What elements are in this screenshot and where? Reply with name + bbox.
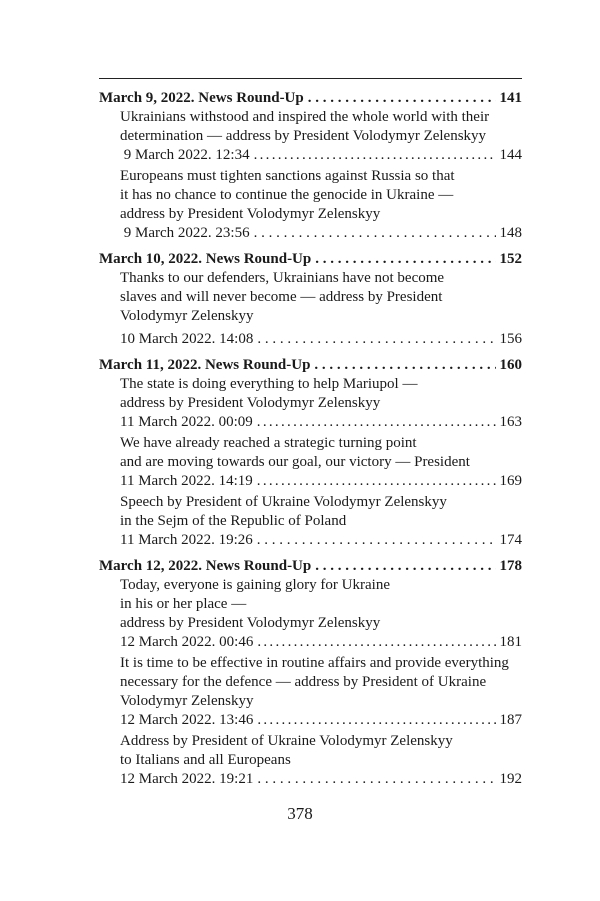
- toc-section-heading[interactable]: [99, 556, 522, 576]
- section-page: 141: [499, 90, 522, 106]
- entry-date-row: [120, 413, 522, 432]
- toc-entry[interactable]: [120, 493, 522, 550]
- dot-leader: [308, 88, 496, 108]
- entry-date-row: [120, 330, 522, 349]
- entry-date: 9 March 2022. 23:56: [120, 225, 250, 241]
- entry-title-line: slaves and will never become — address by President: [120, 289, 443, 305]
- dot-leader: [257, 633, 495, 652]
- entry-page: 174: [499, 532, 522, 548]
- dot-leader: [257, 770, 495, 789]
- entry-title-line: in the Sejm of the Republic of Poland: [120, 513, 347, 529]
- entry-date: 12 March 2022. 19:21: [120, 771, 254, 787]
- toc-entry[interactable]: [120, 732, 522, 789]
- entry-title-line: determination — address by President Volodymyr Zelenskyy: [120, 128, 487, 144]
- dot-leader: [257, 472, 496, 491]
- section-page: 152: [499, 251, 522, 267]
- entry-title-line: It is time to be effective in routine affairs and provide everything: [120, 655, 509, 671]
- table-of-contents: [99, 88, 522, 789]
- entry-date: 11 March 2022. 14:19: [120, 473, 253, 489]
- dot-leader: [315, 556, 495, 576]
- entry-date: 11 March 2022. 19:26: [120, 532, 253, 548]
- entry-title-line: We have already reached a strategic turning point: [120, 435, 417, 451]
- entry-page: 192: [499, 771, 522, 787]
- page-number: 378: [287, 804, 313, 823]
- entry-title-line: to Italians and all Europeans: [120, 752, 291, 768]
- dot-leader: [315, 249, 495, 269]
- entry-title-line: Volodymyr Zelenskyy: [120, 693, 254, 709]
- entry-page: 156: [499, 331, 522, 347]
- entry-title-line: address by President Volodymyr Zelenskyy: [120, 206, 381, 222]
- entry-title-line: it has no chance to continue the genocide in Ukraine —: [120, 187, 454, 203]
- toc-entry[interactable]: [120, 269, 522, 349]
- dot-leader: [254, 224, 496, 243]
- section-title: March 12, 2022. News Round-Up: [99, 558, 312, 574]
- toc-entry[interactable]: [120, 108, 522, 165]
- entry-date-row: [120, 633, 522, 652]
- toc-section-heading[interactable]: [99, 355, 522, 375]
- dot-leader: [257, 330, 495, 349]
- entry-date: 11 March 2022. 00:09: [120, 414, 253, 430]
- entry-page: 187: [499, 712, 522, 728]
- entry-page: 163: [499, 414, 522, 430]
- entry-title-line: Speech by President of Ukraine Volodymyr Zelenskyy: [120, 494, 447, 510]
- entry-title-line: Volodymyr Zelenskyy: [120, 308, 254, 324]
- entry-date: 9 March 2022. 12:34: [120, 147, 250, 163]
- toc-section-heading[interactable]: [99, 249, 522, 269]
- entry-page: 148: [499, 225, 522, 241]
- entry-title-line: and are moving towards our goal, our victory — President: [120, 454, 470, 470]
- section-title: March 10, 2022. News Round-Up: [99, 251, 312, 267]
- toc-entry[interactable]: [120, 434, 522, 491]
- dot-leader: [257, 531, 496, 550]
- entry-title-line: The state is doing everything to help Mariupol —: [120, 376, 418, 392]
- entry-date: 12 March 2022. 13:46: [120, 712, 254, 728]
- entry-page: 169: [499, 473, 522, 489]
- top-rule: [99, 78, 522, 79]
- entry-page: 181: [499, 634, 522, 650]
- entry-date-row: [120, 224, 522, 243]
- entry-date-row: [120, 711, 522, 730]
- entry-title-line: address by President Volodymyr Zelenskyy: [120, 615, 381, 631]
- entry-date-row: [120, 531, 522, 550]
- section-page: 178: [499, 558, 522, 574]
- section-title: March 9, 2022. News Round-Up: [99, 90, 304, 106]
- dot-leader: [257, 711, 495, 730]
- entry-title-line: Address by President of Ukraine Volodymyr Zelenskyy: [120, 733, 453, 749]
- section-page: 160: [499, 357, 522, 373]
- entry-page: 144: [499, 147, 522, 163]
- entry-title-line: address by President Volodymyr Zelenskyy: [120, 395, 381, 411]
- section-title: March 11, 2022. News Round-Up: [99, 357, 311, 373]
- entry-date-row: [120, 146, 522, 165]
- toc-entry[interactable]: [120, 375, 522, 432]
- entry-title-line: necessary for the defence — address by President of Ukraine: [120, 674, 487, 690]
- dot-leader: [314, 355, 495, 375]
- entry-title-line: in his or her place —: [120, 596, 247, 612]
- entry-title-line: Today, everyone is gaining glory for Ukraine: [120, 577, 390, 593]
- toc-section-heading[interactable]: [99, 88, 522, 108]
- entry-date-row: [120, 770, 522, 789]
- dot-leader: [257, 413, 496, 432]
- dot-leader: [254, 146, 496, 165]
- entry-date-row: [120, 472, 522, 491]
- toc-entry[interactable]: [120, 167, 522, 243]
- entry-date: 10 March 2022. 14:08: [120, 331, 254, 347]
- entry-title-line: Thanks to our defenders, Ukrainians have not become: [120, 270, 445, 286]
- entry-title-line: Ukrainians withstood and inspired the whole world with their: [120, 109, 490, 125]
- entry-title-line: Europeans must tighten sanctions against Russia so that: [120, 168, 455, 184]
- toc-entry[interactable]: [120, 576, 522, 652]
- entry-date: 12 March 2022. 00:46: [120, 634, 254, 650]
- toc-entry[interactable]: [120, 654, 522, 730]
